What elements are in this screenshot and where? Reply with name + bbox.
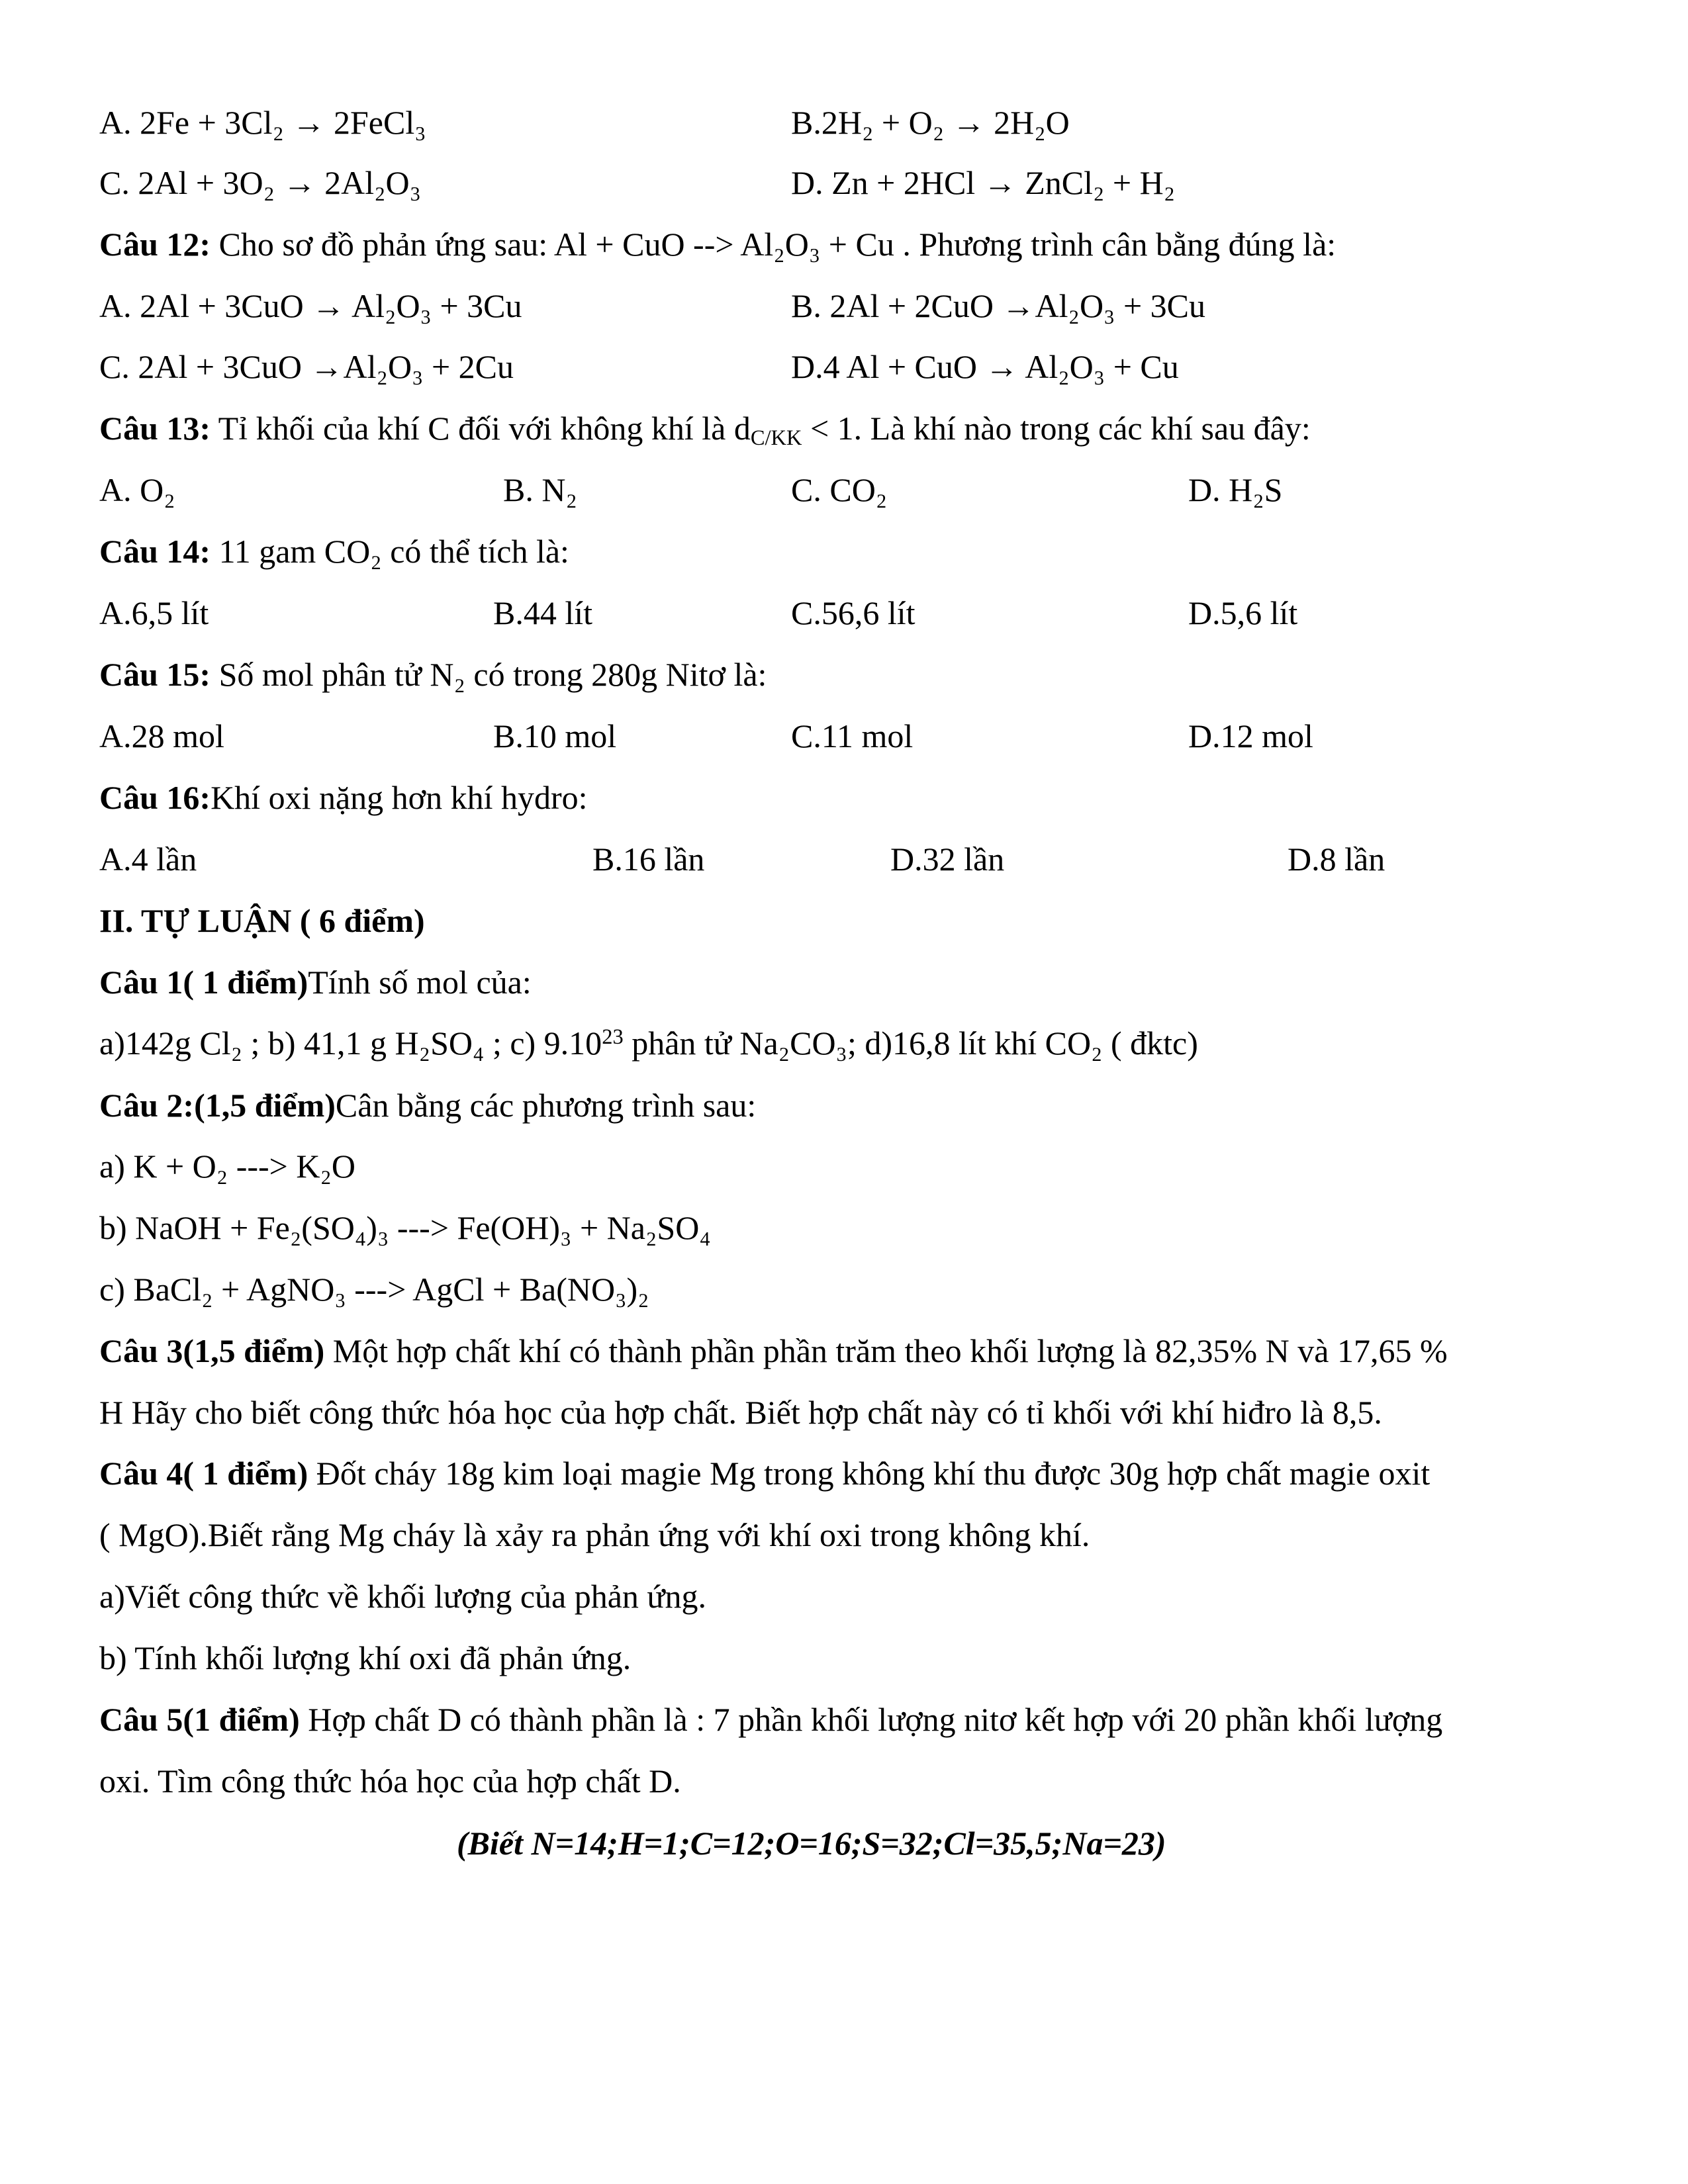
- atomic-masses-note: (Biết N=14;H=1;C=12;O=16;S=32;Cl=35,5;Na=23): [457, 1825, 1166, 1862]
- q16-option-b: B.16 lần: [592, 841, 705, 878]
- q13-option-b: B. N₂: [503, 471, 577, 508]
- question-13-text-end: < 1. Là khí nào trong các khí sau đây:: [802, 410, 1311, 447]
- q11-option-c: C. 2Al + 3O₂ → 2Al₂O₃: [99, 164, 422, 201]
- essay-4-text-continued: ( MgO).Biết rằng Mg cháy là xảy ra phản ứng với khí oxi trong không khí.: [99, 1516, 1090, 1553]
- essay-5-text: Hợp chất D có thành phần là : 7 phần khối lượng nitơ kết hợp với 20 phần khối lượng: [299, 1701, 1443, 1738]
- q15-option-b: B.10 mol: [493, 717, 617, 754]
- q12-option-c: C. 2Al + 3CuO →Al₂O₃ + 2Cu: [99, 348, 514, 385]
- essay-2-item-a: a) K + O₂ ---> K₂O: [99, 1148, 355, 1185]
- q15-option-c: C.11 mol: [791, 717, 914, 754]
- question-13-text: Tỉ khối của khí C đối với không khí là d: [211, 410, 751, 447]
- essay-1-items-start: a)142g Cl₂ ; b) 41,1 g H₂SO₄ ; c) 9.10: [99, 1024, 602, 1062]
- question-13-label: Câu 13:: [99, 410, 211, 447]
- question-12: [99, 224, 1336, 264]
- essay-2-label: Câu 2:(1,5 điểm): [99, 1087, 336, 1124]
- essay-5-label: Câu 5(1 điểm): [99, 1701, 300, 1738]
- essay-1-label: Câu 1( 1 điểm): [99, 964, 308, 1001]
- question-16: [99, 778, 588, 817]
- question-13: [99, 408, 1311, 451]
- essay-1-exponent: 23: [602, 1024, 624, 1049]
- essay-question-3: [99, 1331, 1448, 1371]
- q12-option-b: B. 2Al + 2CuO →Al₂O₃ + 3Cu: [791, 287, 1206, 324]
- essay-4-text: Đốt cháy 18g kim loại magie Mg trong không khí thu được 30g hợp chất magie oxit: [308, 1455, 1430, 1492]
- q12-option-d: D.4 Al + CuO → Al₂O₃ + Cu: [791, 348, 1179, 385]
- question-15-label: Câu 15:: [99, 656, 211, 693]
- question-16-text: Khí oxi nặng hơn khí hydro:: [211, 779, 588, 816]
- q16-option-d: D.8 lần: [1288, 841, 1385, 878]
- q15-option-d: D.12 mol: [1188, 717, 1313, 754]
- question-13-subscript: C/KK: [750, 426, 802, 451]
- essay-2-item-c: c) BaCl₂ + AgNO₃ ---> AgCl + Ba(NO₃)₂: [99, 1271, 649, 1308]
- essay-question-2: [99, 1085, 756, 1125]
- q15-option-a: A.28 mol: [99, 717, 224, 754]
- question-15-text: Số mol phân tử N₂ có trong 280g Nitơ là:: [211, 656, 767, 693]
- q11-option-a: A. 2Fe + 3Cl₂ → 2FeCl₃: [99, 104, 426, 141]
- q13-option-c: C. CO₂: [791, 471, 888, 508]
- essay-3-text: Một hợp chất khí có thành phần phần trăm theo khối lượng là 82,35% N và 17,65 %: [324, 1332, 1448, 1369]
- question-14: [99, 531, 569, 571]
- essay-4-item-b: b) Tính khối lượng khí oxi đã phản ứng.: [99, 1639, 632, 1676]
- q16-option-c: D.32 lần: [890, 841, 1005, 878]
- question-15: [99, 655, 767, 694]
- essay-4-label: Câu 4( 1 điểm): [99, 1455, 308, 1492]
- question-14-text: 11 gam CO₂ có thể tích là:: [211, 533, 569, 570]
- question-12-label: Câu 12:: [99, 226, 211, 263]
- q12-option-a: A. 2Al + 3CuO → Al₂O₃ + 3Cu: [99, 287, 522, 324]
- q14-option-a: A.6,5 lít: [99, 594, 209, 631]
- essay-3-label: Câu 3(1,5 điểm): [99, 1332, 325, 1369]
- q14-option-c: C.56,6 lít: [791, 594, 915, 631]
- q14-option-d: D.5,6 lít: [1188, 594, 1298, 631]
- essay-1-items: [99, 1023, 1198, 1063]
- q14-option-b: B.44 lít: [493, 594, 593, 631]
- q16-option-a: A.4 lần: [99, 841, 197, 878]
- q13-option-a: A. O₂: [99, 471, 175, 508]
- q11-option-b: B.2H₂ + O₂ → 2H₂O: [791, 104, 1070, 141]
- question-14-label: Câu 14:: [99, 533, 211, 570]
- essay-1-items-end: phân tử Na₂CO₃; d)16,8 lít khí CO₂ ( đktc): [623, 1024, 1198, 1062]
- question-12-text: Cho sơ đồ phản ứng sau: Al + CuO --> Al₂O₃ + Cu . Phương trình cân bằng đúng là:: [211, 226, 1336, 263]
- essay-5-text-continued: oxi. Tìm công thức hóa học của hợp chất D.: [99, 1762, 681, 1799]
- essay-3-text-continued: H Hãy cho biết công thức hóa học của hợp chất. Biết hợp chất này có tỉ khối với khí hiđro là 8,5.: [99, 1394, 1382, 1431]
- section-heading: II. TỰ LUẬN ( 6 điểm): [99, 902, 425, 939]
- essay-2-text: Cân bằng các phương trình sau:: [335, 1087, 757, 1124]
- essay-question-1: [99, 962, 532, 1002]
- q13-option-d: D. H₂S: [1188, 471, 1283, 508]
- q11-option-d: D. Zn + 2HCl → ZnCl₂ + H₂: [791, 164, 1176, 201]
- essay-2-item-b: b) NaOH + Fe₂(SO₄)₃ ---> Fe(OH)₃ + Na₂SO₄: [99, 1209, 711, 1246]
- essay-question-4: [99, 1453, 1430, 1493]
- essay-question-5: [99, 1700, 1442, 1739]
- essay-4-item-a: a)Viết công thức về khối lượng của phản ứng.: [99, 1578, 706, 1615]
- essay-1-text: Tính số mol của:: [308, 964, 532, 1001]
- question-16-label: Câu 16:: [99, 779, 211, 816]
